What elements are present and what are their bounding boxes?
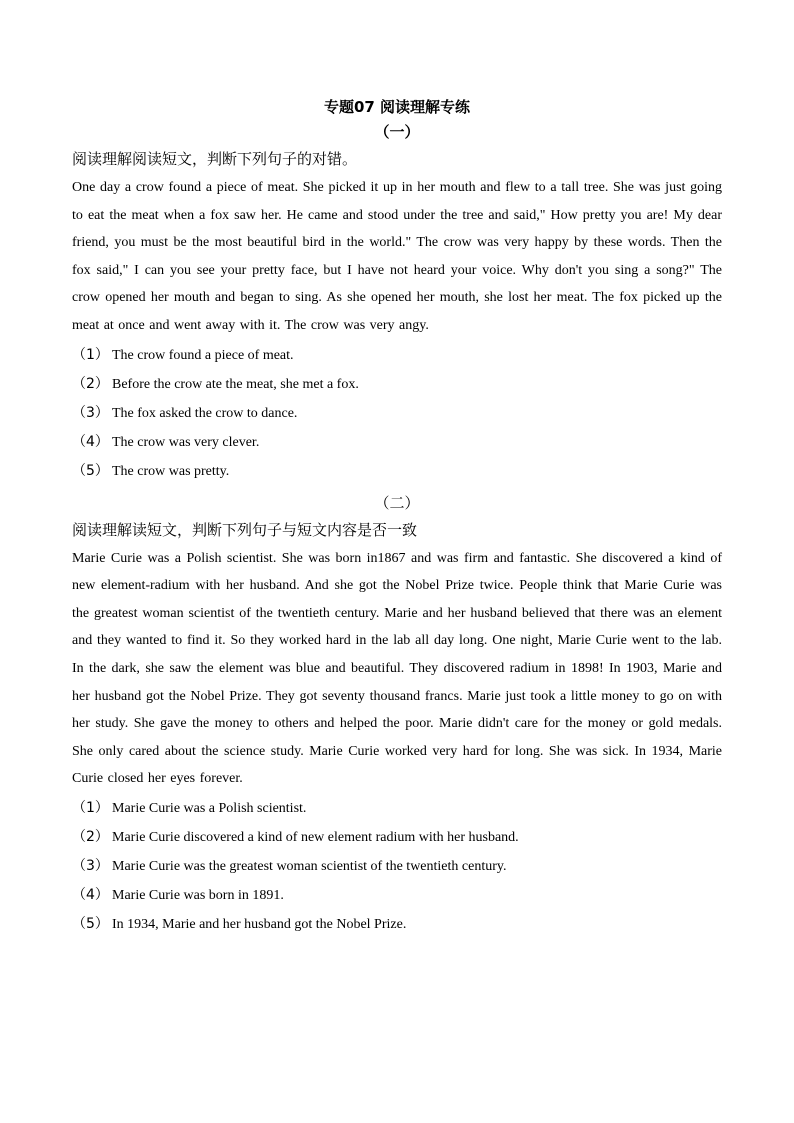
statement-text: Marie Curie was a Polish scientist. — [112, 800, 307, 816]
statement-text: The crow found a piece of meat. — [112, 347, 294, 363]
statement-item — [72, 794, 722, 823]
statement-text: The crow was very clever. — [112, 434, 260, 450]
statement-number: （4） — [72, 433, 109, 450]
section-1-number: （一） — [374, 123, 420, 141]
statement-text: Marie Curie was the greatest woman scientist of the twentieth century. — [112, 858, 507, 874]
statement-text: Marie Curie was born in 1891. — [112, 887, 284, 903]
statement-item — [72, 823, 722, 852]
statement-item — [72, 428, 722, 457]
section-2-instruction: 阅读理解读短文，判断下列句子与短文内容是否一致 — [72, 520, 418, 539]
worksheet-title: 专题07 阅读理解专练 — [323, 98, 471, 116]
statement-item — [72, 881, 722, 910]
statement-text: In 1934, Marie and her husband got the Nobel Prize. — [112, 916, 407, 932]
statement-item — [72, 910, 722, 939]
statement-number: （5） — [72, 915, 109, 932]
statement-number: （4） — [72, 886, 109, 903]
statement-item — [72, 370, 722, 399]
statement-number: （2） — [72, 375, 109, 392]
statement-text: The crow was pretty. — [112, 463, 230, 479]
statement-number: （1） — [72, 799, 109, 816]
statement-number: （1） — [72, 346, 109, 363]
statement-number: （3） — [72, 404, 109, 421]
worksheet-page — [72, 96, 722, 939]
statement-text: Marie Curie discovered a kind of new element radium with her husband. — [112, 829, 519, 845]
section-2-passage: Marie Curie was a Polish scientist. She was born in1867 and was firm and fantastic. She discovered a kind of new element-radium with her husband. And she got the Nobel Prize twice. People think that Marie Curie was the greatest woman scientist of the twentieth century. Marie and her husband believed that there was an element and they wanted to find it. So they worked hard in the lab all day long. One night, Marie Curie went to the lab. In the dark, she saw the element was blue and beautiful. They discovered radium in 1898! In 1903, Marie and her husband got the Nobel Prize. They got seventy thousand francs. Marie just took a little money to go on with her study. She gave the money to others and helped the poor. Marie didn't care for the money or gold medals. She only cared about the science study. Marie Curie worked very hard for long. She was sick. In 1934, Marie Curie closed her eyes forever. — [72, 550, 722, 787]
statement-text: The fox asked the crow to dance. — [112, 405, 298, 421]
statement-number: （5） — [72, 462, 109, 479]
section-2-statements — [72, 794, 722, 939]
statement-item — [72, 457, 722, 486]
statement-item — [72, 852, 722, 881]
statement-number: （2） — [72, 828, 109, 845]
section-2-number: （二） — [374, 493, 420, 512]
section-1-statements — [72, 341, 722, 486]
statement-text: Before the crow ate the meat, she met a fox. — [112, 376, 359, 392]
statement-item — [72, 341, 722, 370]
statement-item — [72, 399, 722, 428]
section-1-passage: One day a crow found a piece of meat. She picked it up in her mouth and flew to a tall tree. She was just going to eat the meat when a fox saw her. He came and stood under the tree and said," How pretty you are! My dear friend, you must be the most beautiful bird in the world." The crow was very happy by these words. Then the fox said," I can you see your pretty face, but I have not heard your voice. Why don't you sing a song?" The crow opened her mouth and began to sing. As she opened her mouth, she lost her meat. The fox picked up the meat at once and went away with it. The crow was very angy. — [72, 180, 722, 333]
section-1-instruction: 阅读理解阅读短文，判断下列句子的对错。 — [72, 150, 358, 168]
statement-number: （3） — [72, 857, 109, 874]
